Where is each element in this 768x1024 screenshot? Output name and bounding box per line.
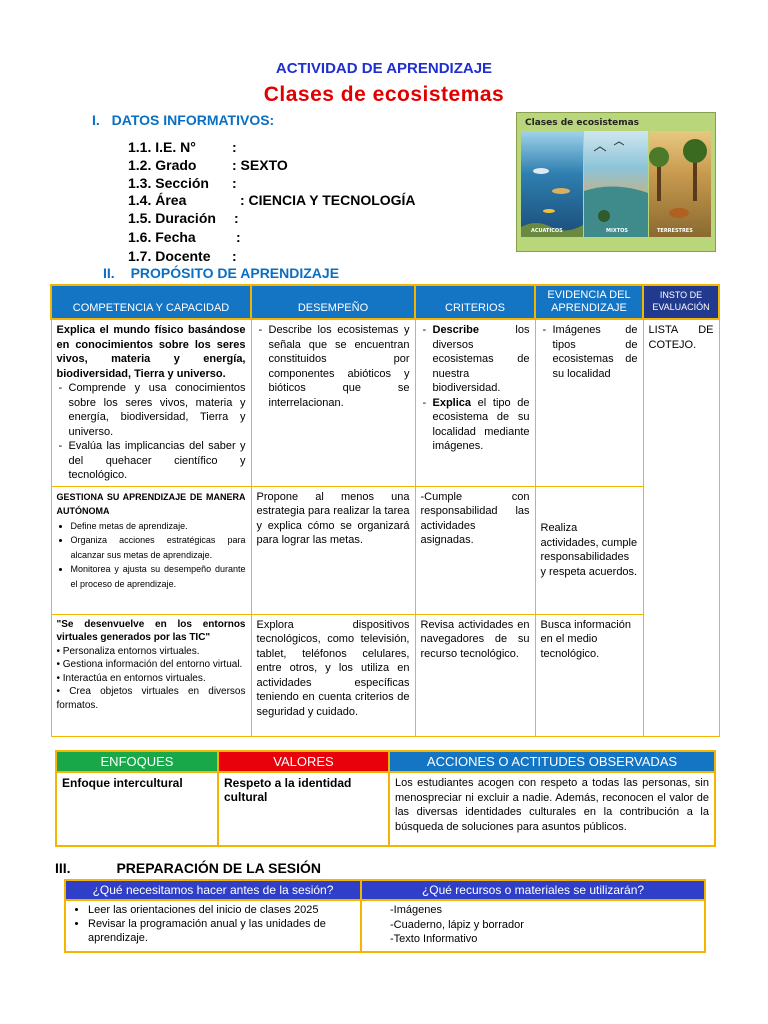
evidencia-1: - Imágenes de tipos de ecosistemas de su localidad: [553, 323, 638, 381]
header-valores: VALORES: [218, 751, 389, 772]
desempeno-2: Propone al menos una estrategia para realizar la tarea y explica cómo se organizará para lograr las metas.: [251, 486, 415, 614]
table-row: [51, 614, 719, 736]
header-antes: ¿Qué necesitamos hacer antes de la sesión?: [65, 880, 361, 900]
section-iii-title: PREPARACIÓN DE LA SESIÓN: [116, 860, 322, 876]
section-i-heading: [92, 112, 274, 128]
criterio-1-1: - Describe los diversos ecosistemas de nuestra biodiversidad.: [433, 323, 530, 396]
section-iii-heading: [55, 860, 321, 876]
header-recursos: ¿Qué recursos o materiales se utilizarán?: [361, 880, 705, 900]
table-row: [56, 772, 715, 846]
info-list: [128, 138, 416, 265]
recurso-item-2: -Cuaderno, lápiz y borrador: [390, 918, 524, 931]
antes-item-1: • Leer las orientaciones del inicio de clases 2025: [88, 903, 354, 917]
enfoques-header-row: [56, 751, 715, 772]
criterio-1-2: - Explica el tipo de ecosistema de su localidad mediante imágenes.: [433, 396, 530, 454]
terrestrial-panel: [649, 131, 711, 237]
tree-icon: [649, 131, 711, 237]
info-row-fecha: 1.6. Fecha :: [128, 229, 241, 245]
label-mixtos: MIXTOS: [606, 228, 628, 234]
recurso-item-1: -Imágenes: [390, 904, 442, 916]
criterio-2: -Cumple con responsabilidad las actividades asignadas.: [415, 486, 535, 614]
table-row: [51, 319, 719, 486]
recurso-item-3: -Texto Informativo: [390, 933, 478, 945]
col-instrumento: INSTO DE EVALUACIÓN: [643, 285, 719, 319]
enfoques-table: [55, 750, 716, 847]
criterio-3: Revisa actividades en navegadores de su recurso tecnológico.: [415, 614, 535, 736]
competencia-1: Explica el mundo físico basándose en conocimientos sobre los seres vivos, materia y energía, biodiversidad, Tierra y universo.: [56, 324, 246, 380]
purpose-table: [50, 284, 720, 737]
purpose-header-row: [51, 285, 719, 319]
label-acuaticos: ACUATICOS: [531, 228, 563, 234]
section-ii-heading: [103, 265, 339, 281]
ecosystems-image: [516, 112, 716, 252]
capacidad-3-3: • Interactúa en entornos virtuales.: [56, 672, 206, 684]
preparation-table: [64, 879, 706, 953]
section-ii-number: II.: [103, 265, 115, 281]
desempeno-1: - Describe los ecosistemas y señala que se encuentran constituidos por componentes abióticos y bióticos que se interrelacionan.: [269, 323, 410, 410]
label-terrestres: TERRESTRES: [657, 228, 693, 234]
section-ii-title: PROPÓSITO DE APRENDIZAJE: [130, 265, 340, 281]
table-row: [51, 486, 719, 614]
evidencia-3: Busca información en el medio tecnológico.: [535, 614, 643, 736]
capacidad-2-1: • Define metas de aprendizaje.: [71, 519, 246, 534]
instrumento: LISTA DE COTEJO.: [643, 319, 719, 736]
activity-heading: ACTIVIDAD DE APRENDIZAJE: [275, 60, 493, 77]
image-title: Clases de ecosistemas: [525, 118, 640, 128]
bird-icon: [584, 131, 648, 237]
header-acciones: ACCIONES O ACTITUDES OBSERVADAS: [389, 751, 715, 772]
col-evidencia: EVIDENCIA DEL APRENDIZAJE: [535, 285, 643, 319]
prep-header-row: [65, 880, 705, 900]
mixed-panel: [584, 131, 648, 237]
competencia-3: "Se desenvuelve en los entornos virtuales generados por las TIC": [56, 618, 246, 643]
capacidad-3-2: • Gestiona información del entorno virtual.: [56, 659, 243, 670]
col-desempeno: DESEMPEÑO: [251, 285, 415, 319]
valor-value: Respeto a la identidad cultural: [218, 772, 389, 846]
fish-icon: [521, 131, 583, 237]
info-row-docente: 1.7. Docente :: [128, 248, 237, 264]
section-i-title: DATOS INFORMATIVOS:: [111, 112, 275, 128]
competencia-2: GESTIONA SU APRENDIZAJE DE MANERA AUTÓNOMA: [56, 491, 246, 516]
capacidad-3-4: • Crea objetos virtuales en diversos formatos.: [56, 686, 246, 711]
enfoque-value: Enfoque intercultural: [56, 772, 218, 846]
capacidad-1-2: - Evalúa las implicancias del saber y del quehacer científico y tecnológico.: [69, 439, 246, 483]
info-row-ie: 1.1. I.E. N° :: [128, 139, 237, 155]
antes-item-2: • Revisar la programación anual y las unidades de aprendizaje.: [88, 917, 354, 945]
section-iii-number: III.: [55, 860, 71, 876]
evidencia-2: Realiza actividades, cumple responsabilidades y respeta acuerdos.: [535, 486, 643, 614]
desempeno-3: Explora dispositivos tecnológicos, como televisión, tablet, teléfonos celulares, entre otros, y los utiliza en actividades específicas teniendo en cuenta criterios de seguridad y cuidado.: [251, 614, 415, 736]
capacidad-3-1: • Personaliza entornos virtuales.: [56, 645, 200, 657]
table-row: [65, 900, 705, 952]
header-enfoques: ENFOQUES: [56, 751, 218, 772]
col-criterios: CRITERIOS: [415, 285, 535, 319]
capacidad-2-3: • Monitorea y ajusta su desempeño durante el proceso de aprendizaje.: [71, 562, 246, 591]
acciones-value: Los estudiantes acogen con respeto a todas las personas, sin menospreciar ni excluir a nadie. Además, reconocen el valor de las diversas identidades culturales en la contribución a la búsqueda de soluciones para asuntos públicos.: [389, 772, 715, 846]
info-row-grado: 1.2. Grado : SEXTO: [128, 157, 288, 173]
capacidad-2-2: • Organiza acciones estratégicas para alcanzar sus metas de aprendizaje.: [71, 533, 246, 562]
page-title: Clases de ecosistemas: [263, 83, 505, 106]
info-row-duracion: 1.5. Duración :: [128, 210, 239, 226]
col-competencia: COMPETENCIA Y CAPACIDAD: [51, 285, 251, 319]
capacidad-1-1: - Comprende y usa conocimientos sobre los seres vivos, materia y energía, biodiversidad, Tierra y universo.: [69, 381, 246, 439]
info-row-seccion: 1.3. Sección :: [128, 175, 237, 191]
section-i-number: I.: [92, 112, 100, 128]
info-row-area: 1.4. Área : CIENCIA Y TECNOLOGÍA: [128, 192, 416, 208]
aquatic-panel: [521, 131, 583, 237]
